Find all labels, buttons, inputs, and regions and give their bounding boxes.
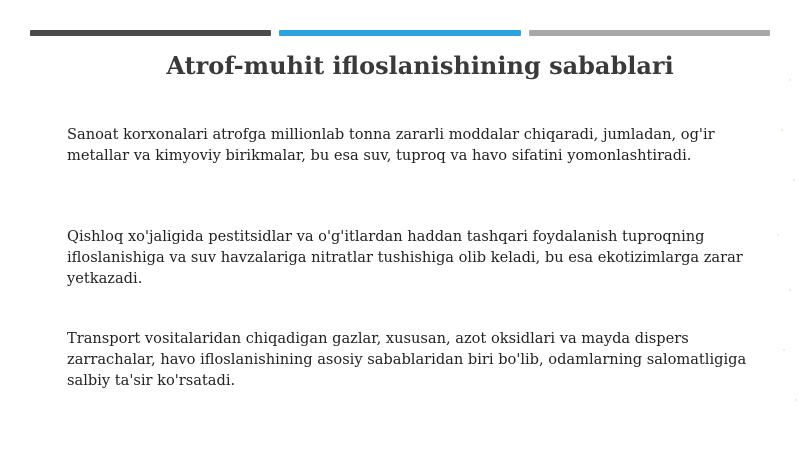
accent-bar-gray [529,30,770,36]
accent-bar-blue [279,30,520,36]
paragraph-industry: Sanoat korxonalari atrofga millionlab tonna zararli moddalar chiqaradi, jumladan, og'ir metallar va kimyoviy birikmalar, bu esa suv, tuproq va havo sifatini yomonlashtiradi. [67,126,715,164]
paragraph-transport: Transport vositalaridan chiqadigan gazlar, xususan, azot oksidlari va mayda dispers zarrachalar, havo ifloslanishining asosiy sabablaridan biri bo'lib, odamlarning salomatligiga salbiy ta'sir ko'rsatadi. [67,330,747,389]
slide-title: Atrof-muhit ifloslanishining sabablari [166,51,674,80]
accent-bars [30,30,770,36]
accent-bar-dark [30,30,271,36]
paragraph-agriculture: Qishloq xo'jaligida pestitsidlar va o'g'itlardan haddan tashqari foydalanish tuproqning ifloslanishiga va suv havzalariga nitratlar tushishiga olib keladi, bu esa ekotizimlarga zarar yetkazadi. [67,228,743,287]
